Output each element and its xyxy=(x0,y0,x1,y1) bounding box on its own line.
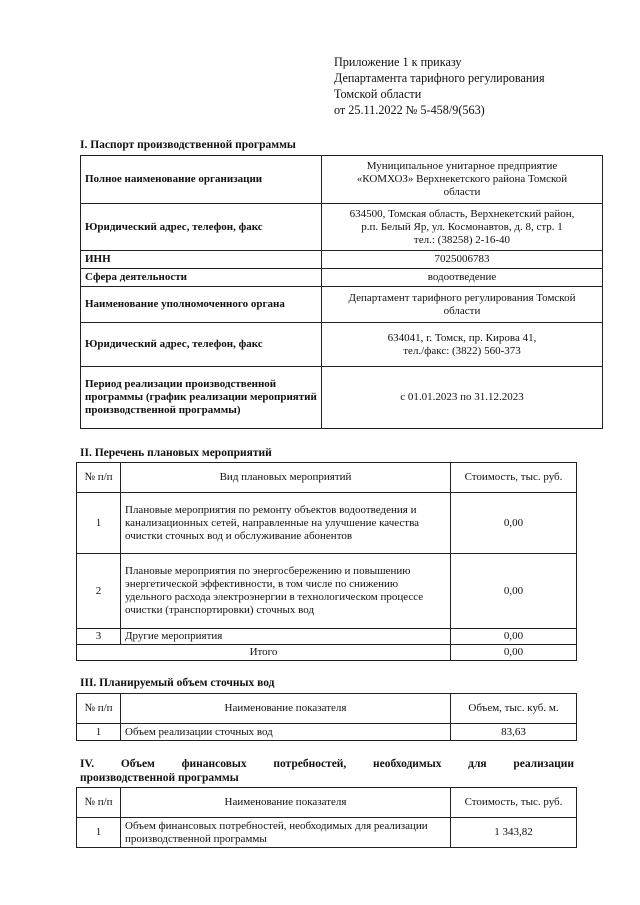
table-row xyxy=(81,367,603,429)
activity-cost: 0,00 xyxy=(451,493,577,554)
table-row xyxy=(81,204,603,251)
column-header: Стоимость, тыс. руб. xyxy=(451,788,577,818)
table-row xyxy=(77,724,577,741)
header-line: Департамента тарифного регулирования xyxy=(334,71,545,85)
section-1-title: I. Паспорт производственной программы xyxy=(80,139,296,151)
row-number: 1 xyxy=(77,818,121,848)
passport-table xyxy=(80,155,603,429)
column-header: № п/п xyxy=(77,788,121,818)
table-header-row xyxy=(77,694,577,724)
activity-name: Другие мероприятия xyxy=(121,629,451,645)
row-label: Наименование уполномоченного органа xyxy=(81,287,322,323)
row-value: 634500, Томская область, Верхнекетский район, р.п. Белый Яр, ул. Космонавтов, д. 8, стр. 1 тел.: (38258) 2-16-40 xyxy=(322,204,603,251)
table-header-row xyxy=(77,788,577,818)
row-number: 1 xyxy=(77,724,121,741)
header-line: Приложение 1 к приказу xyxy=(334,55,462,69)
row-value: 634041, г. Томск, пр. Кирова 41, тел./факс: (3822) 560-373 xyxy=(322,323,603,367)
column-header: Стоимость, тыс. руб. xyxy=(451,463,577,493)
row-label: Период реализации производственной программы (график реализации мероприятий производственной программы) xyxy=(81,367,322,429)
total-value: 0,00 xyxy=(451,645,577,661)
table-header-row xyxy=(77,463,577,493)
row-value: Департамент тарифного регулирования Томской области xyxy=(322,287,603,323)
activity-cost: 0,00 xyxy=(451,629,577,645)
column-header: Вид плановых мероприятий xyxy=(121,463,451,493)
table-row xyxy=(77,818,577,848)
table-row xyxy=(81,251,603,269)
table-row xyxy=(81,287,603,323)
row-number: 3 xyxy=(77,629,121,645)
row-label: ИНН xyxy=(81,251,322,269)
column-header: № п/п xyxy=(77,463,121,493)
section-4-title: IV. Объем финансовых потребностей, необходимых для реализации производственной программы xyxy=(80,758,574,784)
row-label: Юридический адрес, телефон, факс xyxy=(81,204,322,251)
section-2-title: II. Перечень плановых мероприятий xyxy=(80,447,272,459)
row-label: Сфера деятельности xyxy=(81,269,322,287)
activity-name: Плановые мероприятия по энергосбережению и повышению энергетической эффективности, в том числе по снижению удельного расхода электроэнергии в технологическом процессе очистки (транспортировки) сточных вод xyxy=(121,554,451,629)
table-row xyxy=(81,323,603,367)
wastewater-volume-table xyxy=(76,693,577,741)
order-appendix-header xyxy=(334,54,624,118)
row-number: 1 xyxy=(77,493,121,554)
row-label: Полное наименование организации xyxy=(81,156,322,204)
indicator-value: 1 343,82 xyxy=(451,818,577,848)
row-label: Юридический адрес, телефон, факс xyxy=(81,323,322,367)
section-3-title: III. Планируемый объем сточных вод xyxy=(80,677,275,689)
indicator-value: 83,63 xyxy=(451,724,577,741)
indicator-name: Объем реализации сточных вод xyxy=(121,724,451,741)
financial-needs-table xyxy=(76,787,577,848)
table-row xyxy=(77,554,577,629)
table-row xyxy=(77,493,577,554)
column-header: Объем, тыс. куб. м. xyxy=(451,694,577,724)
column-header: Наименование показателя xyxy=(121,694,451,724)
total-row xyxy=(77,645,577,661)
header-line: от 25.11.2022 № 5-458/9(563) xyxy=(334,103,485,117)
row-value: водоотведение xyxy=(322,269,603,287)
planned-activities-table xyxy=(76,462,577,661)
activity-cost: 0,00 xyxy=(451,554,577,629)
row-value: Муниципальное унитарное предприятие «КОМХОЗ» Верхнекетского района Томской области xyxy=(322,156,603,204)
indicator-name: Объем финансовых потребностей, необходимых для реализации производственной программы xyxy=(121,818,451,848)
table-row xyxy=(77,629,577,645)
total-label: Итого xyxy=(77,645,451,661)
table-row xyxy=(81,156,603,204)
header-line: Томской области xyxy=(334,87,422,101)
row-value: 7025006783 xyxy=(322,251,603,269)
table-row xyxy=(81,269,603,287)
row-number: 2 xyxy=(77,554,121,629)
column-header: № п/п xyxy=(77,694,121,724)
column-header: Наименование показателя xyxy=(121,788,451,818)
row-value: с 01.01.2023 по 31.12.2023 xyxy=(322,367,603,429)
activity-name: Плановые мероприятия по ремонту объектов водоотведения и канализационных сетей, направленные на улучшение качества очистки сточных вод и обслуживание абонентов xyxy=(121,493,451,554)
